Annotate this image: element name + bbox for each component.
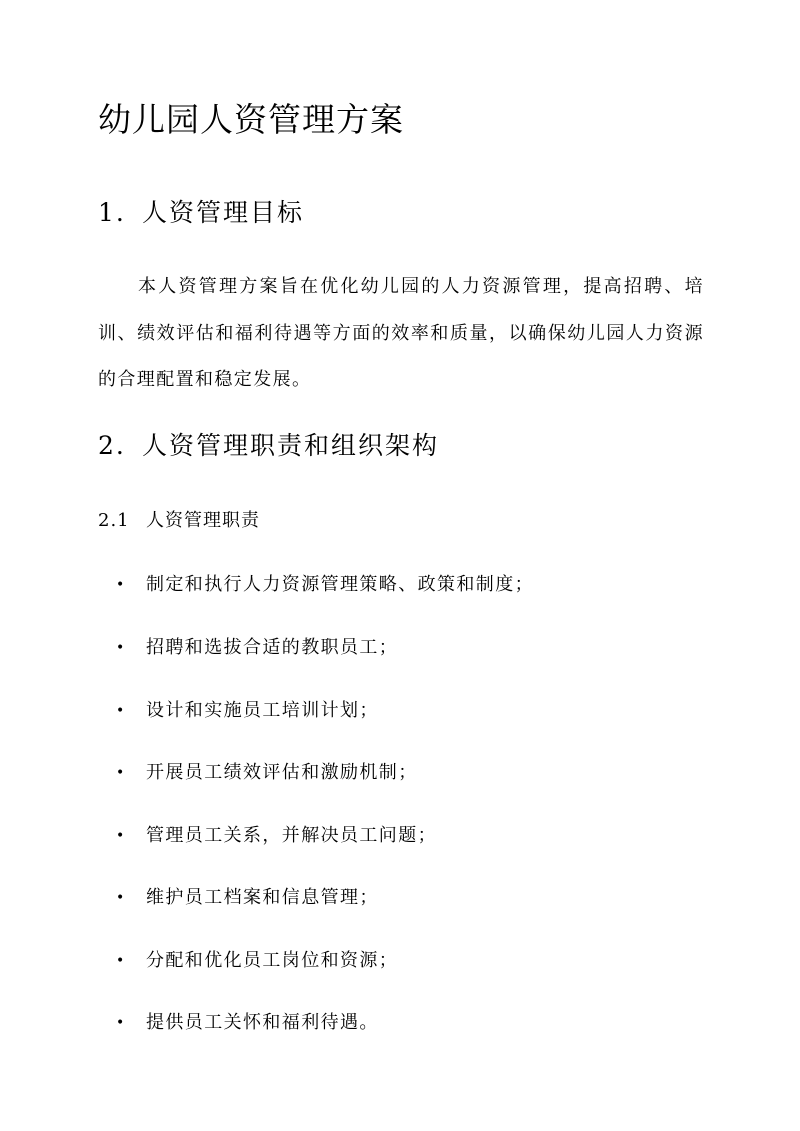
section-1-paragraph: 本人资管理方案旨在优化幼儿园的人力资源管理，提高招聘、培训、绩效评估和福利待遇等方面的效率和质量，以确保幼儿园人力资源的合理配置和稳定发展。 <box>98 276 704 390</box>
section-2-heading <box>98 428 439 464</box>
section-2-title: 人资管理职责和组织架构 <box>142 431 440 460</box>
bullet-icon: • <box>116 703 126 719</box>
bullet-icon: • <box>116 890 126 906</box>
section-2-number: 2. <box>98 431 126 460</box>
section-1-number: 1. <box>98 198 126 227</box>
list-item <box>116 759 756 787</box>
bullet-icon: • <box>116 953 126 969</box>
section-1-heading <box>98 195 304 231</box>
list-item <box>116 822 756 850</box>
list-item-text: 设计和实施员工培训计划； <box>146 700 379 721</box>
list-item <box>116 571 756 599</box>
list-item-text: 管理员工关系，并解决员工问题； <box>146 825 437 846</box>
subsection-2-1-number: 2.1 <box>98 510 130 531</box>
list-item <box>116 697 756 725</box>
list-item <box>116 884 756 912</box>
list-item-text: 维护员工档案和信息管理； <box>146 887 379 908</box>
list-item-text: 开展员工绩效评估和激励机制； <box>146 762 418 783</box>
bullet-icon: • <box>116 640 126 656</box>
section-1-title: 人资管理目标 <box>142 198 305 227</box>
subsection-2-1-title: 人资管理职责 <box>146 510 260 531</box>
list-item <box>116 634 756 662</box>
subsection-2-1-heading <box>98 507 260 535</box>
list-item-text: 分配和优化员工岗位和资源； <box>146 950 399 971</box>
bullet-icon: • <box>116 1015 126 1031</box>
list-item-text: 招聘和选拔合适的教职员工； <box>146 637 399 658</box>
list-item-text: 制定和执行人力资源管理策略、政策和制度； <box>146 574 534 595</box>
list-item <box>116 947 756 975</box>
bullet-icon: • <box>116 828 126 844</box>
bullet-icon: • <box>116 765 126 781</box>
list-item-text: 提供员工关怀和福利待遇。 <box>146 1012 379 1033</box>
document-title: 幼儿园人资管理方案 <box>98 100 404 139</box>
list-item <box>116 1009 756 1037</box>
bullet-icon: • <box>116 577 126 593</box>
